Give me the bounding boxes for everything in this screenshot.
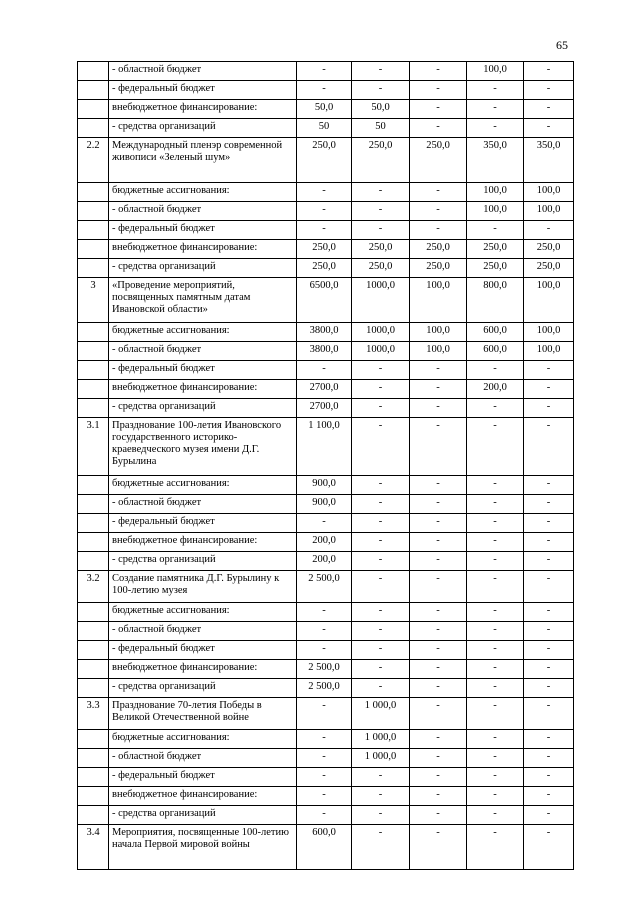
item-name-cell: - федеральный бюджет: [109, 81, 297, 100]
table-row: [78, 418, 574, 476]
value-cell-3: -: [410, 399, 467, 418]
value-cell-5: -: [524, 825, 574, 870]
row-number-cell: [78, 323, 109, 342]
value-cell-4: -: [467, 571, 524, 603]
value-cell-1: -: [297, 622, 352, 641]
value-cell-1: -: [297, 81, 352, 100]
value-cell-3: -: [410, 749, 467, 768]
value-cell-3: -: [410, 514, 467, 533]
row-number-cell: [78, 768, 109, 787]
row-number-cell: [78, 552, 109, 571]
value-cell-5: 100,0: [524, 278, 574, 323]
value-cell-2: -: [352, 81, 410, 100]
row-number-cell: 2.2: [78, 138, 109, 183]
item-name-cell: - областной бюджет: [109, 495, 297, 514]
value-cell-5: -: [524, 787, 574, 806]
row-number-cell: [78, 240, 109, 259]
value-cell-3: 100,0: [410, 278, 467, 323]
value-cell-1: 50: [297, 119, 352, 138]
row-number-cell: [78, 679, 109, 698]
value-cell-3: -: [410, 730, 467, 749]
value-cell-4: -: [467, 533, 524, 552]
value-cell-1: 1 100,0: [297, 418, 352, 476]
table-row: [78, 323, 574, 342]
value-cell-5: -: [524, 81, 574, 100]
value-cell-1: -: [297, 806, 352, 825]
table-row: [78, 787, 574, 806]
table-row: [78, 476, 574, 495]
value-cell-4: -: [467, 100, 524, 119]
value-cell-4: -: [467, 495, 524, 514]
value-cell-1: -: [297, 221, 352, 240]
value-cell-5: 100,0: [524, 202, 574, 221]
value-cell-4: -: [467, 552, 524, 571]
value-cell-5: -: [524, 603, 574, 622]
value-cell-4: 350,0: [467, 138, 524, 183]
value-cell-4: 600,0: [467, 323, 524, 342]
item-name-cell: - областной бюджет: [109, 342, 297, 361]
item-name-cell: Празднование 70-летия Победы в Великой Отечественной войне: [109, 698, 297, 730]
item-name-cell: - областной бюджет: [109, 749, 297, 768]
row-number-cell: [78, 119, 109, 138]
value-cell-4: -: [467, 641, 524, 660]
value-cell-3: -: [410, 100, 467, 119]
table-row: [78, 679, 574, 698]
table-row: [78, 259, 574, 278]
table-row: [78, 119, 574, 138]
value-cell-5: -: [524, 514, 574, 533]
value-cell-1: 250,0: [297, 259, 352, 278]
value-cell-4: -: [467, 221, 524, 240]
row-number-cell: [78, 221, 109, 240]
value-cell-1: 2700,0: [297, 380, 352, 399]
value-cell-1: 2 500,0: [297, 571, 352, 603]
value-cell-4: -: [467, 825, 524, 870]
value-cell-1: -: [297, 603, 352, 622]
value-cell-1: -: [297, 202, 352, 221]
value-cell-1: 6500,0: [297, 278, 352, 323]
value-cell-2: -: [352, 679, 410, 698]
value-cell-2: -: [352, 603, 410, 622]
table-row: [78, 825, 574, 870]
item-name-cell: - средства организаций: [109, 552, 297, 571]
value-cell-2: 50,0: [352, 100, 410, 119]
value-cell-1: 2 500,0: [297, 679, 352, 698]
value-cell-4: -: [467, 787, 524, 806]
value-cell-5: -: [524, 399, 574, 418]
table-row: [78, 278, 574, 323]
value-cell-2: -: [352, 552, 410, 571]
row-number-cell: [78, 533, 109, 552]
value-cell-2: 1 000,0: [352, 698, 410, 730]
value-cell-4: 800,0: [467, 278, 524, 323]
value-cell-1: 900,0: [297, 476, 352, 495]
value-cell-3: -: [410, 806, 467, 825]
value-cell-3: -: [410, 698, 467, 730]
row-number-cell: [78, 361, 109, 380]
row-number-cell: [78, 749, 109, 768]
item-name-cell: внебюджетное финансирование:: [109, 240, 297, 259]
value-cell-5: -: [524, 698, 574, 730]
item-name-cell: внебюджетное финансирование:: [109, 533, 297, 552]
value-cell-3: -: [410, 495, 467, 514]
value-cell-2: -: [352, 202, 410, 221]
value-cell-1: -: [297, 183, 352, 202]
value-cell-4: 250,0: [467, 240, 524, 259]
budget-table-body: [78, 62, 574, 870]
value-cell-5: -: [524, 418, 574, 476]
row-number-cell: [78, 495, 109, 514]
row-number-cell: [78, 259, 109, 278]
value-cell-4: -: [467, 418, 524, 476]
row-number-cell: [78, 476, 109, 495]
value-cell-4: -: [467, 603, 524, 622]
table-row: [78, 698, 574, 730]
item-name-cell: - областной бюджет: [109, 622, 297, 641]
item-name-cell: - средства организаций: [109, 259, 297, 278]
value-cell-3: -: [410, 603, 467, 622]
value-cell-3: 250,0: [410, 240, 467, 259]
value-cell-2: -: [352, 622, 410, 641]
table-row: [78, 81, 574, 100]
value-cell-1: -: [297, 698, 352, 730]
row-number-cell: [78, 603, 109, 622]
row-number-cell: [78, 399, 109, 418]
table-row: [78, 571, 574, 603]
value-cell-3: -: [410, 119, 467, 138]
item-name-cell: бюджетные ассигнования:: [109, 603, 297, 622]
value-cell-5: -: [524, 495, 574, 514]
item-name-cell: - федеральный бюджет: [109, 514, 297, 533]
value-cell-2: -: [352, 495, 410, 514]
table-row: [78, 514, 574, 533]
value-cell-3: -: [410, 221, 467, 240]
value-cell-2: -: [352, 641, 410, 660]
value-cell-4: -: [467, 622, 524, 641]
item-name-cell: - федеральный бюджет: [109, 221, 297, 240]
value-cell-2: 50: [352, 119, 410, 138]
value-cell-1: 200,0: [297, 552, 352, 571]
item-name-cell: внебюджетное финансирование:: [109, 380, 297, 399]
value-cell-4: 100,0: [467, 62, 524, 81]
value-cell-2: -: [352, 361, 410, 380]
value-cell-1: 3800,0: [297, 342, 352, 361]
value-cell-4: -: [467, 361, 524, 380]
table-row: [78, 62, 574, 81]
page-number: 65: [556, 38, 568, 52]
item-name-cell: - средства организаций: [109, 806, 297, 825]
value-cell-2: -: [352, 476, 410, 495]
value-cell-4: -: [467, 660, 524, 679]
value-cell-3: -: [410, 679, 467, 698]
value-cell-3: -: [410, 81, 467, 100]
value-cell-2: -: [352, 399, 410, 418]
value-cell-4: -: [467, 806, 524, 825]
value-cell-5: 350,0: [524, 138, 574, 183]
value-cell-2: -: [352, 183, 410, 202]
value-cell-2: -: [352, 514, 410, 533]
value-cell-2: 1000,0: [352, 342, 410, 361]
value-cell-1: -: [297, 768, 352, 787]
table-row: [78, 361, 574, 380]
value-cell-5: -: [524, 660, 574, 679]
value-cell-2: 1000,0: [352, 323, 410, 342]
row-number-cell: [78, 380, 109, 399]
value-cell-1: -: [297, 514, 352, 533]
value-cell-5: -: [524, 361, 574, 380]
item-name-cell: - областной бюджет: [109, 62, 297, 81]
item-name-cell: Празднование 100-летия Ивановского государственного историко-краеведческого музея имени Д.Г. Бурылина: [109, 418, 297, 476]
value-cell-1: -: [297, 787, 352, 806]
value-cell-5: 100,0: [524, 342, 574, 361]
value-cell-4: -: [467, 730, 524, 749]
value-cell-4: -: [467, 749, 524, 768]
item-name-cell: бюджетные ассигнования:: [109, 183, 297, 202]
value-cell-2: 1000,0: [352, 278, 410, 323]
row-number-cell: [78, 100, 109, 119]
table-row: [78, 806, 574, 825]
value-cell-1: 900,0: [297, 495, 352, 514]
value-cell-3: -: [410, 361, 467, 380]
value-cell-5: -: [524, 641, 574, 660]
row-number-cell: [78, 342, 109, 361]
value-cell-3: -: [410, 768, 467, 787]
value-cell-1: 600,0: [297, 825, 352, 870]
value-cell-4: -: [467, 399, 524, 418]
value-cell-4: -: [467, 768, 524, 787]
table-row: [78, 138, 574, 183]
item-name-cell: внебюджетное финансирование:: [109, 787, 297, 806]
value-cell-4: 250,0: [467, 259, 524, 278]
item-name-cell: бюджетные ассигнования:: [109, 730, 297, 749]
row-number-cell: [78, 514, 109, 533]
value-cell-3: 100,0: [410, 342, 467, 361]
value-cell-3: 250,0: [410, 138, 467, 183]
value-cell-5: -: [524, 679, 574, 698]
item-name-cell: бюджетные ассигнования:: [109, 476, 297, 495]
value-cell-2: -: [352, 418, 410, 476]
value-cell-2: -: [352, 62, 410, 81]
value-cell-1: -: [297, 62, 352, 81]
value-cell-3: -: [410, 787, 467, 806]
value-cell-1: 2700,0: [297, 399, 352, 418]
value-cell-3: -: [410, 825, 467, 870]
value-cell-2: -: [352, 768, 410, 787]
value-cell-3: 100,0: [410, 323, 467, 342]
value-cell-1: -: [297, 749, 352, 768]
table-row: [78, 202, 574, 221]
value-cell-2: -: [352, 533, 410, 552]
value-cell-4: -: [467, 81, 524, 100]
value-cell-5: -: [524, 552, 574, 571]
value-cell-5: -: [524, 768, 574, 787]
table-row: [78, 183, 574, 202]
value-cell-1: -: [297, 730, 352, 749]
table-row: [78, 730, 574, 749]
row-number-cell: [78, 730, 109, 749]
row-number-cell: [78, 660, 109, 679]
row-number-cell: [78, 183, 109, 202]
row-number-cell: 3.1: [78, 418, 109, 476]
value-cell-2: -: [352, 380, 410, 399]
table-row: [78, 399, 574, 418]
item-name-cell: - федеральный бюджет: [109, 768, 297, 787]
value-cell-4: -: [467, 679, 524, 698]
value-cell-4: 600,0: [467, 342, 524, 361]
row-number-cell: 3.4: [78, 825, 109, 870]
value-cell-5: -: [524, 571, 574, 603]
row-number-cell: [78, 202, 109, 221]
value-cell-2: 1 000,0: [352, 730, 410, 749]
value-cell-1: 250,0: [297, 240, 352, 259]
value-cell-3: -: [410, 418, 467, 476]
value-cell-2: -: [352, 660, 410, 679]
item-name-cell: Международный пленэр современной живописи «Зеленый шум»: [109, 138, 297, 183]
table-row: [78, 221, 574, 240]
value-cell-3: -: [410, 380, 467, 399]
value-cell-3: -: [410, 476, 467, 495]
row-number-cell: [78, 787, 109, 806]
item-name-cell: внебюджетное финансирование:: [109, 660, 297, 679]
row-number-cell: 3.2: [78, 571, 109, 603]
item-name-cell: - средства организаций: [109, 399, 297, 418]
value-cell-2: -: [352, 787, 410, 806]
value-cell-5: -: [524, 62, 574, 81]
value-cell-5: -: [524, 221, 574, 240]
value-cell-3: -: [410, 641, 467, 660]
value-cell-5: -: [524, 749, 574, 768]
value-cell-2: -: [352, 221, 410, 240]
table-row: [78, 240, 574, 259]
row-number-cell: [78, 806, 109, 825]
row-number-cell: [78, 81, 109, 100]
row-number-cell: [78, 622, 109, 641]
value-cell-4: 100,0: [467, 183, 524, 202]
value-cell-1: 50,0: [297, 100, 352, 119]
table-row: [78, 622, 574, 641]
value-cell-3: -: [410, 622, 467, 641]
budget-table: [77, 61, 574, 870]
value-cell-2: 1 000,0: [352, 749, 410, 768]
item-name-cell: - областной бюджет: [109, 202, 297, 221]
table-row: [78, 660, 574, 679]
value-cell-4: -: [467, 119, 524, 138]
table-row: [78, 552, 574, 571]
value-cell-2: -: [352, 825, 410, 870]
item-name-cell: бюджетные ассигнования:: [109, 323, 297, 342]
row-number-cell: [78, 62, 109, 81]
value-cell-5: -: [524, 533, 574, 552]
item-name-cell: - средства организаций: [109, 679, 297, 698]
value-cell-1: -: [297, 641, 352, 660]
value-cell-1: 250,0: [297, 138, 352, 183]
value-cell-4: -: [467, 514, 524, 533]
table-row: [78, 641, 574, 660]
row-number-cell: 3.3: [78, 698, 109, 730]
item-name-cell: Мероприятия, посвященные 100-летию начала Первой мировой войны: [109, 825, 297, 870]
value-cell-2: -: [352, 571, 410, 603]
item-name-cell: «Проведение мероприятий, посвященных памятным датам Ивановской области»: [109, 278, 297, 323]
value-cell-3: -: [410, 533, 467, 552]
table-row: [78, 749, 574, 768]
row-number-cell: [78, 641, 109, 660]
value-cell-1: 3800,0: [297, 323, 352, 342]
value-cell-3: 250,0: [410, 259, 467, 278]
table-row: [78, 495, 574, 514]
item-name-cell: - федеральный бюджет: [109, 641, 297, 660]
value-cell-3: -: [410, 183, 467, 202]
value-cell-3: -: [410, 62, 467, 81]
value-cell-1: 2 500,0: [297, 660, 352, 679]
value-cell-4: -: [467, 698, 524, 730]
value-cell-3: -: [410, 660, 467, 679]
value-cell-4: -: [467, 476, 524, 495]
value-cell-5: -: [524, 622, 574, 641]
value-cell-5: -: [524, 119, 574, 138]
item-name-cell: - средства организаций: [109, 119, 297, 138]
table-row: [78, 768, 574, 787]
value-cell-5: 250,0: [524, 240, 574, 259]
value-cell-1: -: [297, 361, 352, 380]
value-cell-2: -: [352, 806, 410, 825]
value-cell-5: 100,0: [524, 323, 574, 342]
value-cell-5: 100,0: [524, 183, 574, 202]
value-cell-3: -: [410, 552, 467, 571]
table-row: [78, 100, 574, 119]
value-cell-5: 250,0: [524, 259, 574, 278]
item-name-cell: - федеральный бюджет: [109, 361, 297, 380]
value-cell-5: -: [524, 100, 574, 119]
value-cell-2: 250,0: [352, 259, 410, 278]
value-cell-2: 250,0: [352, 138, 410, 183]
table-row: [78, 603, 574, 622]
table-row: [78, 342, 574, 361]
row-number-cell: 3: [78, 278, 109, 323]
value-cell-4: 100,0: [467, 202, 524, 221]
value-cell-2: 250,0: [352, 240, 410, 259]
item-name-cell: внебюджетное финансирование:: [109, 100, 297, 119]
value-cell-5: -: [524, 476, 574, 495]
item-name-cell: Создание памятника Д.Г. Бурылину к 100-летию музея: [109, 571, 297, 603]
value-cell-4: 200,0: [467, 380, 524, 399]
value-cell-5: -: [524, 380, 574, 399]
value-cell-3: -: [410, 571, 467, 603]
value-cell-1: 200,0: [297, 533, 352, 552]
table-row: [78, 380, 574, 399]
value-cell-5: -: [524, 730, 574, 749]
value-cell-5: -: [524, 806, 574, 825]
value-cell-3: -: [410, 202, 467, 221]
table-row: [78, 533, 574, 552]
